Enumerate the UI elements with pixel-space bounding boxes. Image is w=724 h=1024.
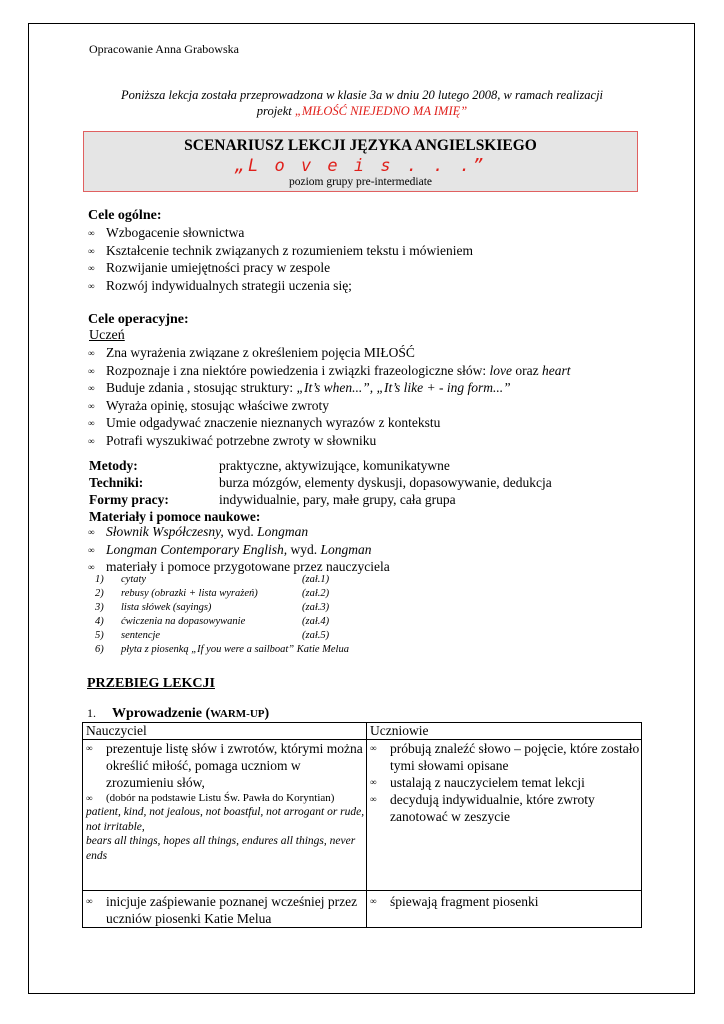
infinity-bullet-icon: ∞ (370, 896, 377, 906)
infinity-bullet-icon: ∞ (88, 527, 95, 538)
section-1-heading: 1. Wprowadzenie (WARM-UP) (87, 706, 270, 721)
infinity-bullet-icon: ∞ (88, 365, 95, 376)
materials-heading: Materiały i pomoce naukowe: (89, 509, 261, 524)
techniques-row: Techniki: burza mózgów, elementy dyskusji, dopasowywanie, dedukcja (89, 475, 552, 490)
methods-block (89, 457, 552, 525)
teacher-activity: ∞ inicjuje zaśpiewanie poznanej wcześniej przez uczniów piosenki Katie Melua (86, 894, 358, 926)
infinity-bullet-icon: ∞ (88, 562, 95, 573)
infinity-bullet-icon: ∞ (88, 348, 95, 359)
general-goals-list (88, 224, 473, 294)
operational-goals-list (88, 344, 570, 449)
student-activity: ∞ decydują indywidualnie, które zwroty zanotować w zeszycie (370, 792, 595, 824)
word-list-line-1: patient, kind, not jealous, not boastful, not arrogant or rude, not irritable, (86, 806, 365, 833)
student-activity: ∞ ustalają z nauczycielem temat lekcji (370, 775, 585, 790)
list-item: ∞ Longman Contemporary English, wyd. Longman (88, 541, 390, 559)
list-item: 3) lista słówek (sayings) (zał.3) (95, 602, 330, 613)
lesson-table (82, 722, 642, 928)
attachments-list (95, 573, 349, 657)
list-item: ∞ Kształcenie technik związanych z rozumieniem tekstu i mówieniem (88, 242, 473, 260)
infinity-bullet-icon: ∞ (86, 793, 93, 803)
infinity-bullet-icon: ∞ (88, 435, 95, 446)
infinity-bullet-icon: ∞ (88, 245, 95, 256)
teacher-activity: ∞ prezentuje listę słów i zwrotów, którymi można określić miłość, pomaga uczniom w zrozumieniu słów, (86, 741, 363, 790)
infinity-bullet-icon: ∞ (86, 743, 93, 753)
infinity-bullet-icon: ∞ (370, 794, 377, 804)
table-row (83, 891, 642, 928)
lesson-progress-heading: PRZEBIEG LEKCJI (87, 676, 215, 691)
list-item: ∞ Umie odgadywać znaczenie nieznanych wyrazów z kontekstu (88, 414, 570, 432)
list-item: 1) cytaty (zał.1) (95, 574, 330, 585)
table-header-row (83, 723, 642, 740)
materials-list (88, 523, 390, 576)
list-item: ∞ Wyraża opinię, stosując właściwe zwroty (88, 397, 570, 415)
infinity-bullet-icon: ∞ (88, 263, 95, 274)
title-box (83, 131, 638, 192)
infinity-bullet-icon: ∞ (88, 418, 95, 429)
list-item: 4) ćwiczenia na dopasowywanie (zał.4) (95, 616, 330, 627)
teacher-cell (83, 891, 367, 928)
methods-row: Metody: praktyczne, aktywizujące, komunikatywne (89, 458, 450, 473)
lesson-subtitle: „L o v e i s . . .” (234, 156, 487, 176)
intro-line-2 (82, 103, 642, 119)
list-item: ∞ materiały i pomoce przygotowane przez nauczyciela (88, 558, 390, 576)
infinity-bullet-icon: ∞ (88, 544, 95, 555)
teacher-cell (83, 740, 367, 891)
word-list-line-2: bears all things, hopes all things, endures all things, never ends (86, 835, 356, 862)
project-name: „MIŁOŚĆ NIEJEDNO MA IMIĘ” (294, 104, 468, 118)
list-item: ∞ Wzbogacenie słownictwa (88, 224, 473, 242)
student-activity: ∞ śpiewają fragment piosenki (370, 894, 539, 909)
students-column-header: Uczniowie (367, 723, 642, 740)
general-goals-heading: Cele ogólne: (88, 208, 162, 223)
author-line: Opracowanie Anna Grabowska (89, 42, 239, 56)
infinity-bullet-icon: ∞ (370, 743, 377, 753)
list-item: 6) płyta z piosenką „If you were a sailboat” Katie Melua (95, 644, 349, 655)
intro-prefix: projekt (256, 104, 295, 118)
intro-line-1: Poniższa lekcja została przeprowadzona w klasie 3a w dniu 20 lutego 2008, w ramach realizacji (120, 88, 604, 102)
page-title: SCENARIUSZ LEKCJI JĘZYKA ANGIELSKIEGO (184, 137, 537, 154)
infinity-bullet-icon: ∞ (88, 383, 95, 394)
list-item: ∞ Potrafi wyszukiwać potrzebne zwroty w słowniku (88, 432, 570, 450)
intro-text (82, 87, 642, 119)
work-forms-row: Formy pracy: indywidualnie, pary, małe grupy, cała grupa (89, 492, 456, 507)
list-item: ∞ Rozpoznaje i zna niektóre powiedzenia i związki frazeologiczne słów: love oraz heart (88, 362, 570, 380)
list-item: 2) rebusy (obrazki + lista wyrażeń) (zał.2) (95, 588, 330, 599)
list-item: ∞ Rozwijanie umiejętności pracy w zespole (88, 259, 473, 277)
list-item: ∞ Rozwój indywidualnych strategii uczenia się; (88, 277, 473, 295)
student-activity: ∞ próbują znaleźć słowo – pojęcie, które zostało tymi słowami opisane (370, 741, 640, 773)
table-row (83, 740, 642, 891)
infinity-bullet-icon: ∞ (370, 777, 377, 787)
students-cell (367, 891, 642, 928)
list-item: ∞ Zna wyrażenia związane z określeniem pojęcia MIŁOŚĆ (88, 344, 570, 362)
infinity-bullet-icon: ∞ (88, 280, 95, 291)
list-item: ∞ Słownik Współczesny, wyd. Longman (88, 523, 390, 541)
infinity-bullet-icon: ∞ (88, 228, 95, 239)
operational-goals-heading: Cele operacyjne: (88, 312, 189, 327)
teacher-note: ∞ (dobór na podstawie Listu Św. Pawła do Koryntian) (86, 792, 335, 804)
list-item: ∞ Buduje zdania , stosując struktury: „It’s when...”, „It’s like + - ing form...” (88, 379, 570, 397)
level-note: poziom grupy pre-intermediate (288, 176, 433, 188)
student-subheading: Uczeń (89, 328, 125, 343)
infinity-bullet-icon: ∞ (86, 896, 93, 906)
infinity-bullet-icon: ∞ (88, 400, 95, 411)
students-cell (367, 740, 642, 891)
teacher-column-header: Nauczyciel (83, 723, 367, 740)
list-item: 5) sentencje (zał.5) (95, 630, 330, 641)
